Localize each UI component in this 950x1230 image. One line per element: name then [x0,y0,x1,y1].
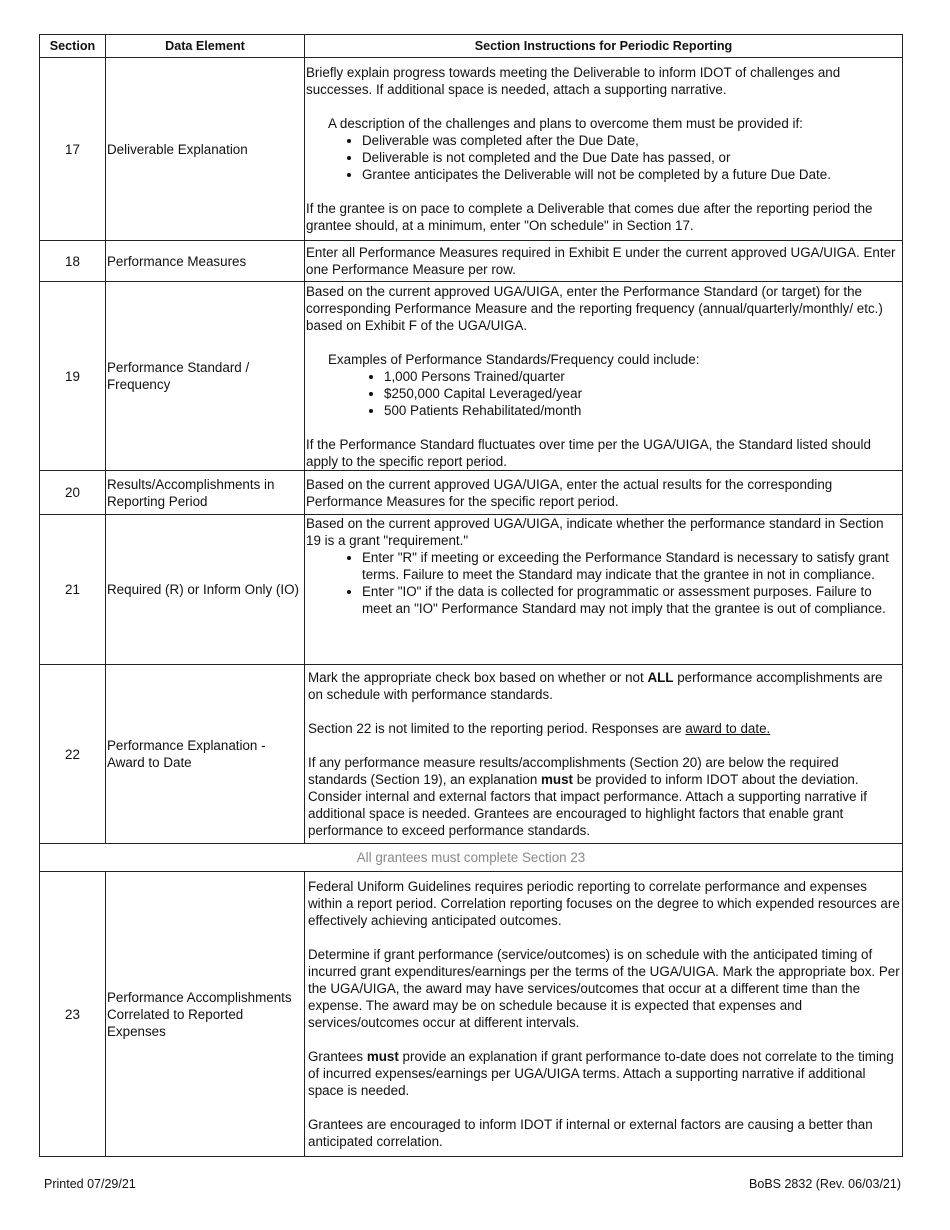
section-instructions [305,471,903,515]
section-number: 23 [40,872,106,1157]
data-element: Deliverable Explanation [106,58,305,241]
table-row [40,471,903,515]
data-element: Results/Accomplishments in Reporting Period [106,471,305,515]
section-number: 17 [40,58,106,241]
list-item: • Grantee anticipates the Deliverable will not be completed by a future Due Date. [362,166,900,183]
data-element: Performance Measures [106,241,305,282]
section-number: 19 [40,282,106,471]
list-item: • $250,000 Capital Leveraged/year [384,385,900,402]
form-number: BoBS 2832 (Rev. 06/03/21) [749,1177,901,1191]
table-row [40,515,903,665]
instruction-text: Federal Uniform Guidelines requires periodic reporting to correlate performance and expenses within a report period. Correlation reporting focuses on the degree to which expended resources are effectively achieving anticipated outcomes. [308,879,900,928]
data-element: Performance Accomplishments Correlated to Reported Expenses [106,872,305,1157]
instruction-text: Determine if grant performance (service/outcomes) is on schedule with the anticipated timing of incurred grant expenditures/earnings per the terms of the UGA/UIGA. Mark the appropriate box. Per the UGA/UIGA, the award may have services/outcomes that occur at a different time than the expense. The award may be on schedule because it is expected that expenses and services/outcomes occur at different intervals. [308,947,900,1030]
instruction-text: Mark the appropriate check box based on whether or not ALL performance accomplishments are on schedule with performance standards. [308,670,883,702]
section-number: 20 [40,471,106,515]
bullet-list [306,132,900,183]
list-item: • Enter "R" if meeting or exceeding the Performance Standard is necessary to satisfy grant terms. Failure to meet the Standard may indicate that the grantee in not in compliance. [362,549,900,583]
bullet-list [306,549,900,617]
instruction-text: Based on the current approved UGA/UIGA, enter the actual results for the corresponding Performance Measures for the specific report period. [306,476,833,509]
section-number: 18 [40,241,106,282]
list-item: • 500 Patients Rehabilitated/month [384,402,900,419]
section-instructions [305,58,903,241]
header-instructions: Section Instructions for Periodic Reporting [305,35,903,58]
instruction-text: Briefly explain progress towards meeting the Deliverable to inform IDOT of challenges and successes. If additional space is needed, attach a supporting narrative. [306,65,841,97]
list-item: • Enter "IO" if the data is collected for programmatic or assessment purposes. Failure to meet an "IO" Performance Standard may not imply that the grantee is out of compliance. [362,583,900,617]
data-element: Required (R) or Inform Only (IO) [106,515,305,665]
instruction-text: Section 22 is not limited to the reporting period. Responses are award to date. [308,721,771,736]
list-item: • 1,000 Persons Trained/quarter [384,368,900,385]
section-instructions [305,872,903,1157]
instruction-text: Grantees must provide an explanation if grant performance to-date does not correlate to the timing of incurred expenses/earnings per UGA/UIGA terms. Attach a supporting narrative if additional space is needed. [308,1049,894,1098]
section-instructions [305,665,903,844]
table-row [40,58,903,241]
table-row [40,872,903,1157]
emphasis-all: ALL [647,670,674,685]
note-row [40,844,903,872]
instruction-text: If the grantee is on pace to complete a Deliverable that comes due after the reporting period the grantee should, at a minimum, enter "On schedule" in Section 17. [306,201,873,233]
bullet-list [306,368,900,419]
section-23-note: All grantees must complete Section 23 [40,844,903,872]
instruction-text: Examples of Performance Standards/Frequency could include: [328,351,700,367]
instruction-text: A description of the challenges and plans to overcome them must be provided if: [328,116,803,131]
section-number: 22 [40,665,106,844]
instructions-table [39,34,903,1157]
instruction-text: Based on the current approved UGA/UIGA, indicate whether the performance standard in Section 19 is a grant "requirement." [306,516,884,548]
section-instructions [305,282,903,471]
table-row [40,665,903,844]
header-data-element: Data Element [106,35,305,58]
instruction-text: If the Performance Standard fluctuates over time per the UGA/UIGA, the Standard listed should apply to the specific report period. [306,436,871,469]
section-number: 21 [40,515,106,665]
emphasis-award-to-date: award to date. [685,721,771,736]
list-item: • Deliverable was completed after the Due Date, [362,132,900,149]
table-row [40,241,903,282]
header-row [40,35,903,58]
section-instructions [305,241,903,282]
data-element: Performance Explanation - Award to Date [106,665,305,844]
instruction-text: If any performance measure results/accomplishments (Section 20) are below the required standards (Section 19), an explanation must be provided to inform IDOT about the deviation. Consider internal and external factors that impact performance. Attach a supporting narrative if additional space is needed. Grantees are encouraged to highlight factors that enable grant performance to exceed performance standards. [308,755,867,838]
list-item: • Deliverable is not completed and the Due Date has passed, or [362,149,900,166]
table-row [40,282,903,471]
emphasis-must: must [366,1049,399,1064]
instruction-text: Grantees are encouraged to inform IDOT if internal or external factors are causing a better than anticipated correlation. [308,1117,873,1149]
header-section: Section [40,35,106,58]
instruction-text: Enter all Performance Measures required in Exhibit E under the current approved UGA/UIGA. Enter one Performance Measure per row. [306,245,896,277]
instruction-text: Based on the current approved UGA/UIGA, enter the Performance Standard (or target) for the corresponding Performance Measure and the reporting frequency (annual/quarterly/monthly/ etc.) based on Exhibit F of the UGA/UIGA. [306,283,883,333]
emphasis-must: must [541,772,573,787]
data-element: Performance Standard / Frequency [106,282,305,471]
section-instructions [305,515,903,665]
printed-date: Printed 07/29/21 [44,1177,136,1191]
